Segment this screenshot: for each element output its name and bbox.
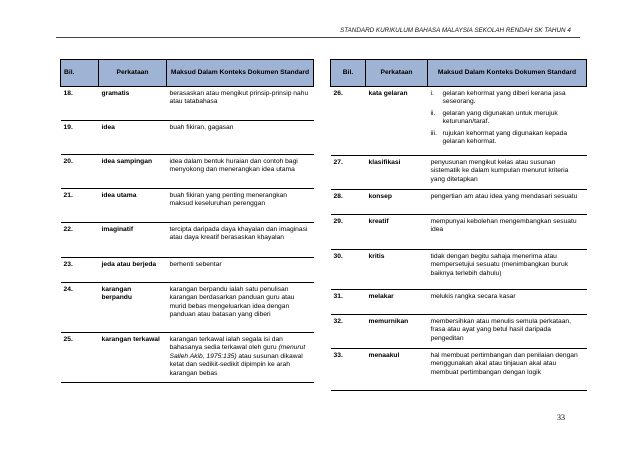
- table-row: [331, 87, 587, 156]
- list-number: i.: [430, 90, 434, 97]
- definition: melukis rangka secara kasar: [428, 290, 587, 315]
- header-rule: [56, 37, 580, 38]
- table-row: [61, 223, 314, 258]
- row-number: 29.: [331, 215, 366, 250]
- definition: tidak dengan begitu sahaja menerima atau mempersetujui sesuatu (menimbangkan buruk baiknya terlebih dahulu): [428, 250, 587, 290]
- row-number: 25.: [61, 333, 99, 383]
- term: karangan terkawal: [99, 333, 167, 383]
- definition: tercipta daripada daya khayalan dan imaginasi atau daya kreatif berasaskan khayalan: [167, 223, 314, 258]
- row-number: 26.: [331, 87, 366, 156]
- glossary-table-left: [60, 59, 314, 383]
- table-row: [61, 121, 314, 155]
- term: idea sampingan: [99, 155, 167, 189]
- column-header-maksud: Maksud Dalam Konteks Dokumen Standard: [167, 60, 314, 87]
- column-header-bil: Bil.: [331, 60, 366, 87]
- table-row: [331, 190, 587, 215]
- row-number: 24.: [61, 283, 99, 333]
- term: menaakul: [366, 349, 428, 391]
- row-number: 23.: [61, 258, 99, 283]
- row-number: 32.: [331, 315, 366, 349]
- list-text: gelaran kehormat yang diberi kerana jasa seseorang.: [442, 90, 566, 106]
- definition: berasaskan atau mengikut prinsip-prinsip nahu atau tatabahasa: [167, 87, 314, 121]
- table-row: [61, 283, 314, 333]
- list-item: [431, 110, 584, 127]
- definition-text-tail: atau susunan dikawal ketat dan sedikit-sedikit dipimpin ke arah karangan bebas: [169, 352, 303, 377]
- table-header-row: [331, 60, 587, 87]
- term: gramatis: [99, 87, 167, 121]
- list-number: iii.: [430, 129, 437, 137]
- table-row: [331, 290, 587, 315]
- table-row: [331, 250, 587, 290]
- column-header-maksud: Maksud Dalam Konteks Dokumen Standard: [428, 60, 587, 87]
- row-number: 31.: [331, 290, 366, 315]
- definition: [167, 333, 314, 383]
- table-row: [61, 258, 314, 283]
- definition: hal membuat pertimbangan dan penilaian dengan menggunakan akal atau tinjauan akal atau membuat pertimbangan dengan logik: [428, 349, 587, 391]
- column-header-perkataan: Perkataan: [366, 60, 428, 87]
- term: kata gelaran: [366, 87, 428, 156]
- row-number: 27.: [331, 156, 366, 190]
- table-row: [331, 156, 587, 190]
- table-row: [331, 315, 587, 349]
- glossary-table-right: [330, 59, 587, 391]
- page-number: 33: [557, 413, 565, 422]
- table-header-row: [61, 60, 314, 87]
- term: imaginatif: [99, 223, 167, 258]
- row-number: 19.: [61, 121, 99, 155]
- document-header: STANDARD KURIKULUM BAHASA MALAYSIA SEKOLAH RENDAH SK TAHUN 4: [340, 27, 571, 34]
- definition: membersihkan atau menulis semula perkataan, frasa atau ayat yang betul hasil daripada pengeditan: [428, 315, 587, 349]
- table-row: [61, 189, 314, 223]
- definition: berhenti sebentar: [167, 258, 314, 283]
- term: klasifikasi: [366, 156, 428, 190]
- term: kritis: [366, 250, 428, 290]
- term: idea: [99, 121, 167, 155]
- term: jeda atau berjeda: [99, 258, 167, 283]
- definition-list: [431, 90, 584, 146]
- row-number: 30.: [331, 250, 366, 290]
- table-row: [61, 155, 314, 189]
- list-item: [431, 130, 584, 147]
- definition: karangan berpandu ialah satu penulisan karangan berdasarkan panduan guru atau murid bebas mengeluarkan idea dengan panduan atau batasan yang diberi: [167, 283, 314, 333]
- definition: buah fikiran yang penting menerangkan maksud keseluruhan perenggan: [167, 189, 314, 223]
- term: kreatif: [366, 215, 428, 250]
- definition: buah fikiran, gagasan: [167, 121, 314, 155]
- table-row: [331, 215, 587, 250]
- row-number: 28.: [331, 190, 366, 215]
- term: konsep: [366, 190, 428, 215]
- definition: idea dalam bentuk huraian dan contoh bagi menyokong dan menerangkan idea utama: [167, 155, 314, 189]
- definition: pengertian am atau idea yang mendasari sesuatu: [428, 190, 587, 215]
- row-number: 22.: [61, 223, 99, 258]
- row-number: 21.: [61, 189, 99, 223]
- row-number: 20.: [61, 155, 99, 189]
- row-number: 33.: [331, 349, 366, 391]
- table-row: [61, 333, 314, 383]
- table-row: [61, 87, 314, 121]
- term: idea utama: [99, 189, 167, 223]
- definition: [428, 87, 587, 156]
- definition: penyusunan mengikut kelas atau susunan sistematik ke dalam kumpulan menurut kriteria yang ditetapkan: [428, 156, 587, 190]
- list-item: [431, 90, 584, 107]
- list-text: gelaran yang digunakan untuk merujuk keturunan/taraf.: [442, 109, 558, 126]
- definition: mempunyai kebolehan mengembangkan sesuatu idea: [428, 215, 587, 250]
- list-number: ii.: [430, 109, 436, 117]
- row-number: 18.: [61, 87, 99, 121]
- table-row: [331, 349, 587, 391]
- column-header-bil: Bil.: [61, 60, 99, 87]
- citation: (menurut Salleh Akib, 1975:135): [169, 344, 306, 360]
- definition-text: karangan terkawal ialah segala isi dan bahasanya sedia terkawal oleh guru: [169, 336, 283, 352]
- column-header-perkataan: Perkataan: [99, 60, 167, 87]
- list-text: rujukan kehormat yang digunakan kepada gelaran kehormat.: [442, 129, 568, 146]
- term: memurnikan: [366, 315, 428, 349]
- term: melakar: [366, 290, 428, 315]
- term: karangan berpandu: [99, 283, 167, 333]
